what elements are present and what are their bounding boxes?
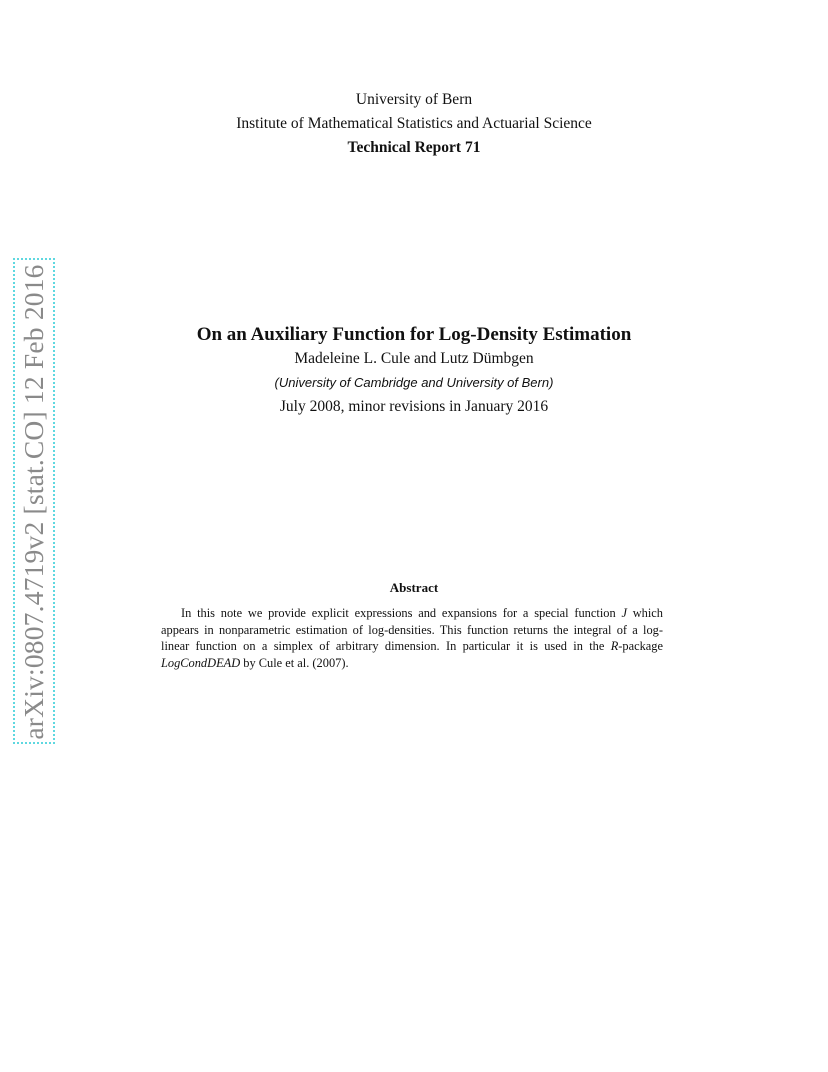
- report-number: Technical Report 71: [347, 139, 481, 156]
- arxiv-identifier[interactable]: arXiv:0807.4719v2 [stat.CO] 12 Feb 2016: [18, 264, 49, 740]
- abstract-text: [161, 605, 663, 671]
- package-name: LogCondDEAD: [161, 655, 241, 670]
- paper-title: On an Auxiliary Function for Log-Density Estimation: [196, 324, 632, 345]
- abstract-text-part-2: which appears in nonparametric estimation of log-densities. This function returns the integral of a log-linear function on a simplex of arbitrary dimension. In particular it is used in the: [161, 606, 663, 653]
- abstract-text-part-3: -package: [618, 639, 663, 653]
- institute-name: Institute of Mathematical Statistics and Actuarial Science: [236, 115, 592, 132]
- language-symbol: R: [610, 639, 619, 653]
- publication-date: July 2008, minor revisions in January 2016: [279, 398, 549, 415]
- function-symbol: J: [621, 606, 627, 620]
- university-name: University of Bern: [355, 91, 473, 108]
- author-affiliation: (University of Cambridge and University of Bern): [274, 375, 554, 390]
- abstract-text-part-1: In this note we provide explicit expressions and expansions for a special function: [181, 606, 622, 620]
- abstract-heading: Abstract: [389, 580, 439, 595]
- author-list: Madeleine L. Cule and Lutz Dümbgen: [294, 350, 534, 367]
- abstract-text-part-4: by Cule et al. (2007).: [240, 655, 349, 670]
